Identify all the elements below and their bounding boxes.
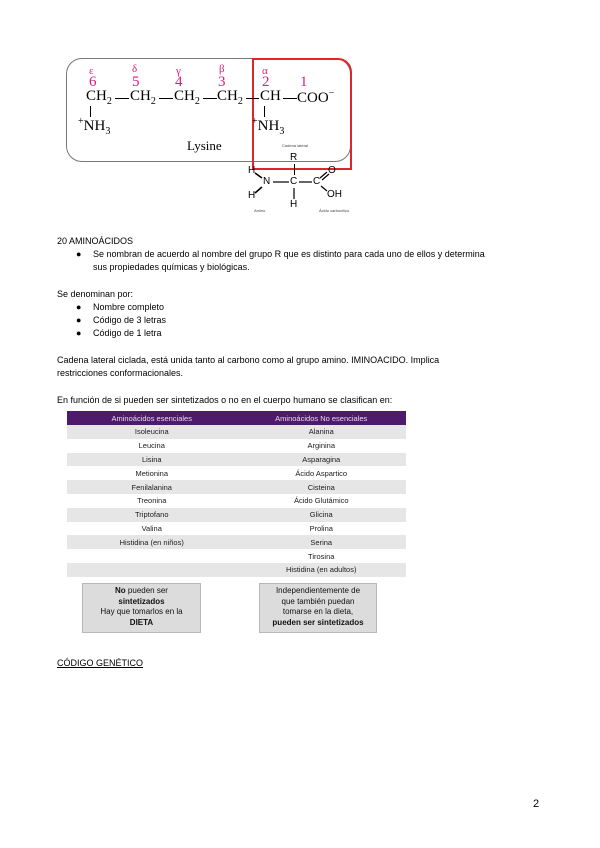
table-cell: Histidina (en niños) — [67, 535, 237, 549]
callout-no-sintetizados — [82, 583, 201, 633]
bond-4-3 — [203, 98, 217, 99]
alpha-ch: CH — [260, 88, 281, 104]
greek-gamma: γ — [176, 65, 181, 77]
carboxylate: COO− — [297, 88, 335, 106]
list-item: ● Código de 3 letras — [76, 315, 167, 325]
callout-right-line1: Independientemente de — [275, 586, 361, 595]
table-row — [67, 508, 406, 522]
table-row — [67, 425, 406, 439]
o-atom: O — [328, 165, 336, 176]
table-cell: Leucina — [67, 439, 237, 453]
iminoacido-paragraph — [57, 354, 542, 380]
table-row — [67, 466, 406, 480]
greek-alpha: α — [262, 65, 268, 77]
ch2-6: $CH_2$ — [86, 88, 112, 107]
list-item: ● Nombre completo — [76, 302, 165, 312]
iminoacido-line2: restricciones conformacionales. — [57, 368, 184, 378]
table-cell: Lisina — [67, 453, 237, 467]
bond-5-4 — [159, 98, 173, 99]
position-6: 6 — [89, 74, 97, 90]
generic-amino-acid-structure — [240, 140, 360, 215]
c-alpha-atom: C — [290, 176, 298, 187]
amine-label: Amino — [254, 208, 266, 213]
table-header-row — [67, 411, 406, 425]
position-4: 4 — [175, 74, 183, 90]
oh-group: OH — [327, 189, 342, 200]
callout-left-line4: DIETA — [129, 617, 154, 627]
header-no-esenciales: Aminoácidos No esenciales — [237, 411, 407, 425]
ch2-4: $CH_2$ — [174, 88, 200, 107]
table-cell: Triptofano — [67, 508, 237, 522]
bullet-grupo-r-line2: sus propiedades químicas y biológicas. — [93, 262, 250, 272]
table-cell — [67, 549, 237, 563]
h-bottom: H — [290, 199, 298, 210]
table-cell: Ácido Glutámico — [237, 494, 407, 508]
table-cell: Arginina — [237, 439, 407, 453]
table-row — [67, 480, 406, 494]
greek-epsilon: ε — [89, 65, 94, 77]
table-cell: Asparagina — [237, 453, 407, 467]
table-row — [67, 453, 406, 467]
table-cell: Glicina — [237, 508, 407, 522]
bond-6-5 — [115, 98, 129, 99]
table-cell: Ácido Aspartico — [237, 466, 407, 480]
lysine-name: Lysine — [187, 138, 222, 153]
callout-left-line1: No pueden ser — [115, 586, 168, 595]
callout-right-line4: pueden ser sintetizados — [272, 617, 364, 627]
bullet-dot: ● — [76, 249, 82, 259]
table-row — [67, 563, 406, 577]
table-cell: Prolina — [237, 522, 407, 536]
callout-right-line3: tomarse en la dieta, — [282, 607, 354, 616]
heading-codigo-genetico: CÓDIGO GENÉTICO — [57, 658, 144, 668]
table-cell: Treonina — [67, 494, 237, 508]
bullet-grupo-r-line1: Se nombran de acuerdo al nombre del grupo R que es distinto para cada uno de ellos y determina — [93, 249, 485, 259]
amino-acid-table — [67, 411, 406, 577]
structure-bonds — [240, 140, 360, 215]
h-left-bottom: H — [248, 190, 256, 201]
greek-delta: δ — [132, 63, 138, 75]
callout-sintetizados — [259, 583, 377, 633]
heading-20-aminoacidos: 20 AMINOÁCIDOS — [57, 236, 134, 246]
lysine-figure — [0, 0, 600, 215]
table-cell: Histidina (en adultos) — [237, 563, 407, 577]
list-item: ● Código de 1 letra — [76, 328, 162, 338]
table-cell — [67, 563, 237, 577]
table-row — [67, 494, 406, 508]
side-amine: $^+NH_3$ — [78, 116, 111, 137]
table-cell: Fenilalanina — [67, 480, 237, 494]
position-2: 2 — [262, 74, 270, 90]
bullet-grupo-r — [57, 248, 542, 274]
n-atom: N — [263, 176, 271, 187]
r-group: R — [290, 152, 298, 163]
ch2-5: $CH_2$ — [130, 88, 156, 107]
callout-left-line2: sintetizados — [118, 596, 165, 606]
clasificacion-intro: En función de si pueden ser sintetizados o no en el cuerpo humano se clasifican en: — [57, 395, 393, 405]
naming-list — [57, 301, 357, 340]
table-row — [67, 439, 406, 453]
table-cell: Cisteina — [237, 480, 407, 494]
table-cell: Serina — [237, 535, 407, 549]
side-chain-label: Cadena lateral — [282, 143, 309, 148]
alpha-amine: $^+NH_3$ — [252, 116, 285, 137]
se-denominan-por: Se denominan por: — [57, 289, 134, 299]
table-row — [67, 522, 406, 536]
position-5: 5 — [132, 74, 140, 90]
header-esenciales: Aminoácidos esenciales — [67, 411, 237, 425]
callout-right-line2: que también puedan — [281, 596, 355, 606]
greek-beta: β — [219, 63, 225, 75]
position-1: 1 — [300, 74, 308, 90]
c-carboxyl-atom: C — [313, 176, 321, 187]
acid-label: Ácido carboxílico — [319, 208, 350, 213]
h-top: H — [248, 165, 256, 176]
table-cell: Valina — [67, 522, 237, 536]
iminoacido-line1: Cadena lateral ciclada, está unida tanto al carbono como al grupo amino. IMINOACIDO. Implica — [57, 355, 440, 365]
table-row — [67, 549, 406, 563]
callout-left-line3: Hay que tomarlos en la — [100, 607, 183, 616]
table-cell: Alanina — [237, 425, 407, 439]
position-3: 3 — [218, 74, 226, 90]
bond-2-1 — [283, 98, 297, 99]
ch2-3: $CH_2$ — [217, 88, 243, 107]
page-number: 2 — [533, 798, 540, 810]
table-row — [67, 535, 406, 549]
bond-3-2 — [246, 98, 259, 99]
table-cell: Tirosina — [237, 549, 407, 563]
table-cell: Isoleucina — [67, 425, 237, 439]
table-cell: Metionina — [67, 466, 237, 480]
